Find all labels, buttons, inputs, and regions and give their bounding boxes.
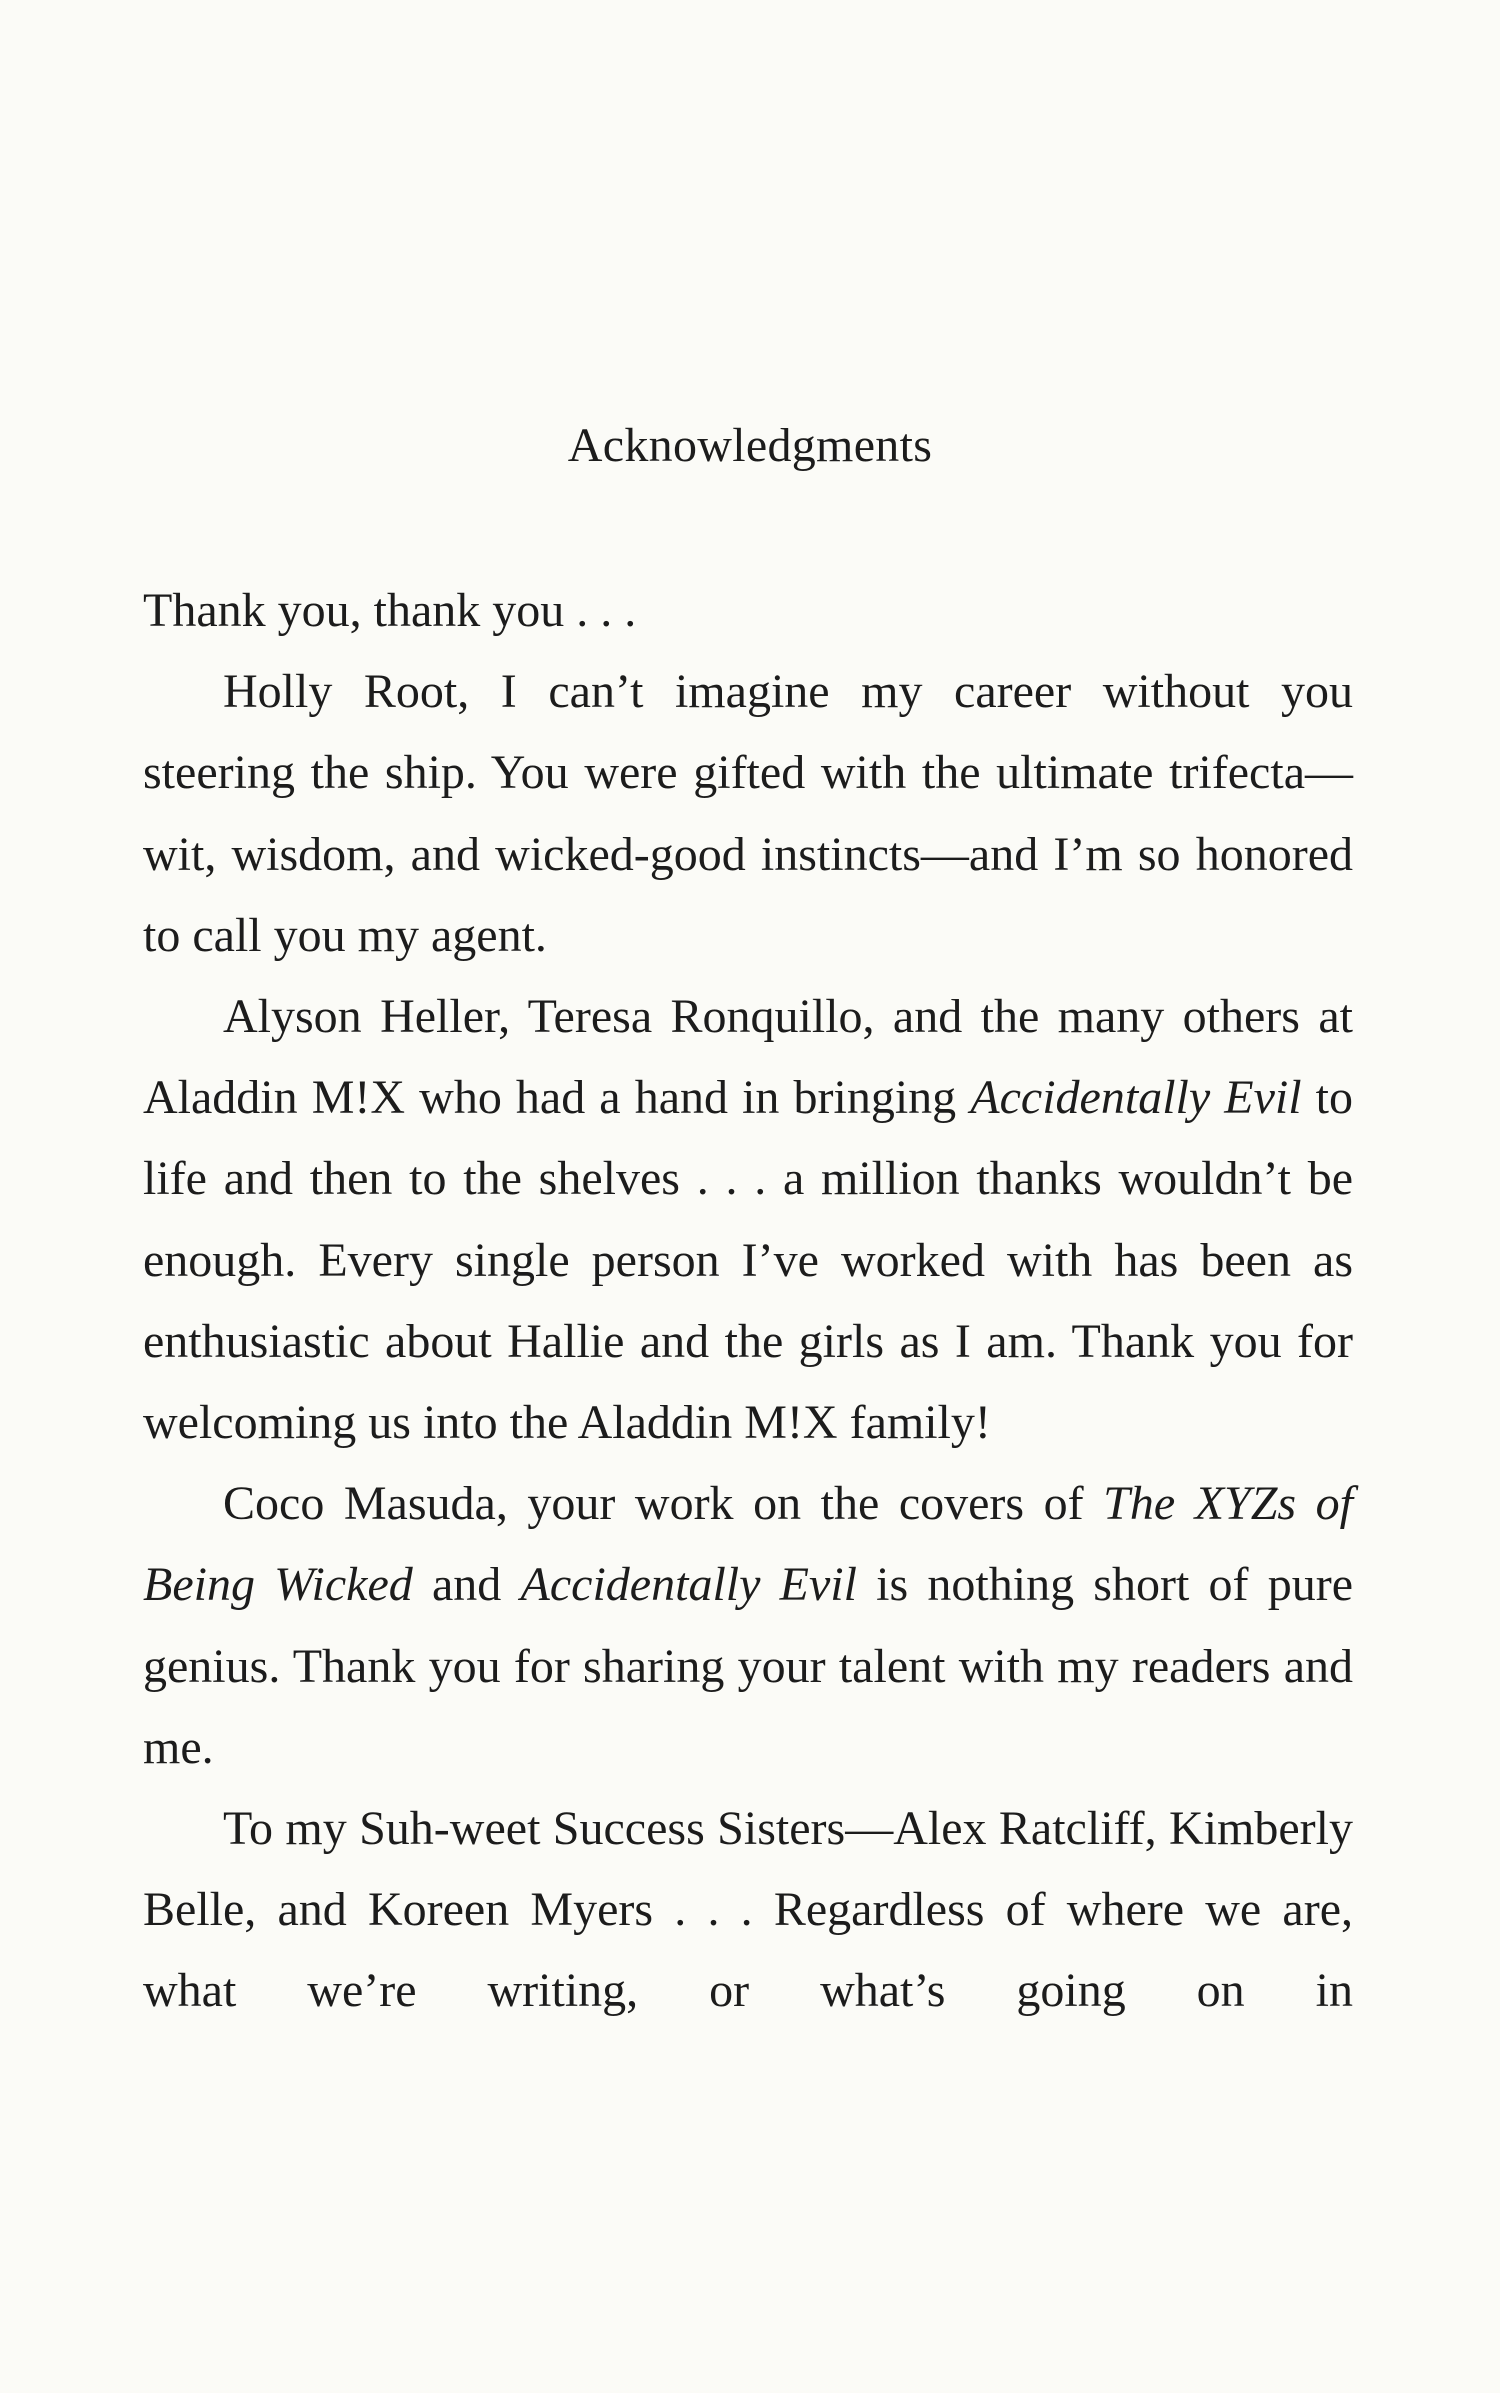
page-title: Acknowledgments (567, 419, 933, 472)
paragraph-success-sisters: To my Suh-weet Success Sisters—Alex Ratcliff, Kimberly Belle, and Koreen Myers . . . Regardless of where we are, what we’re writing, or what’s going on in (143, 1802, 1353, 2018)
paragraph-publisher (143, 976, 1353, 1463)
paragraph-opening: Thank you, thank you . . . (143, 584, 637, 637)
paragraph-text: Alyson Heller, Teresa Ronquillo, and the many others at Aladdin M!X who had a hand in bringing (143, 990, 1353, 1125)
paragraph-text: to life and then to the shelves . . . a million thanks wouldn’t be enough. Every single person I’ve worked with has been as enthusiastic about Hallie and the girls as I am. Thank you for welcoming us into the Aladdin M!X family! (143, 1071, 1353, 1450)
acknowledgments-body (143, 570, 1353, 2032)
paragraph-cover-artist (143, 1463, 1353, 1788)
book-title: Accidentally Evil (520, 1558, 857, 1612)
book-title: The XYZs of Being Wicked (143, 1477, 1353, 1612)
paragraph-agent: Holly Root, I can’t imagine my career without you steering the ship. You were gifted with the ultimate trifecta—wit, wisdom, and wicked-good instincts—and I’m so honored to call you my agent. (143, 665, 1353, 962)
paragraph-text: Coco Masuda, your work on the covers of (223, 1477, 1104, 1531)
paragraph-text: and (412, 1558, 521, 1612)
book-title: Accidentally Evil (970, 1071, 1302, 1125)
paragraph-text: is nothing short of pure genius. Thank you for sharing your talent with my readers and me. (143, 1558, 1354, 1774)
